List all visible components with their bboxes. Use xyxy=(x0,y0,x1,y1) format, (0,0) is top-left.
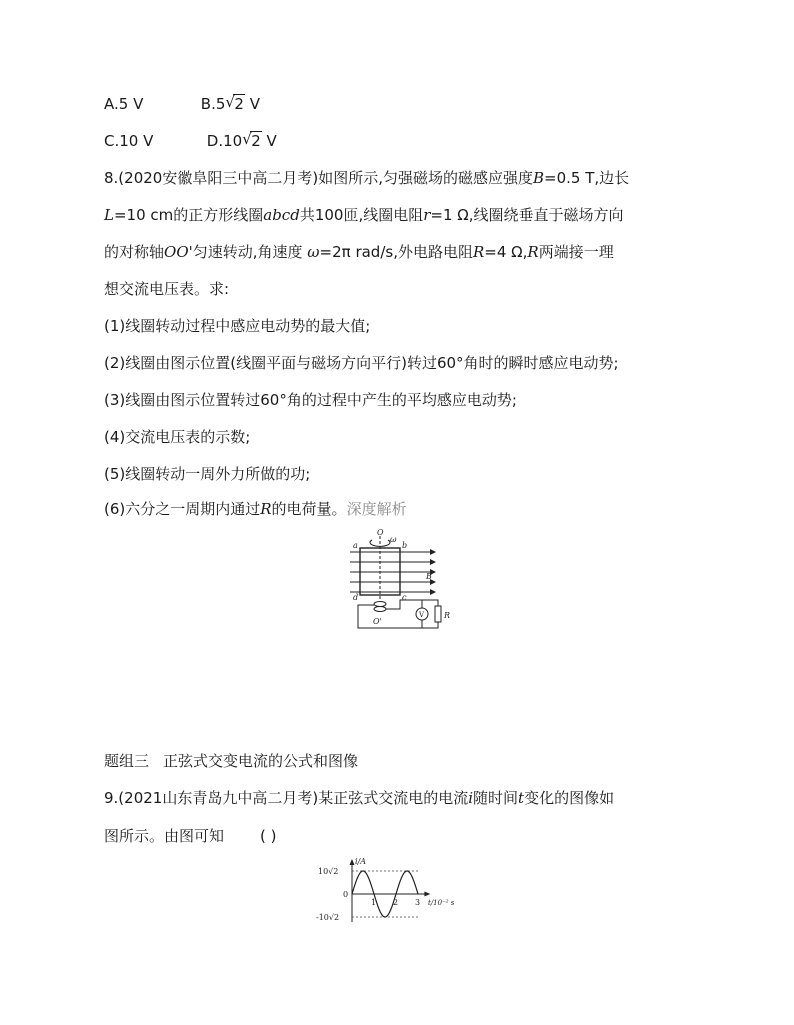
y-axis-arrow xyxy=(350,859,355,865)
data-point xyxy=(395,893,396,894)
x-axis-label: t/10⁻² s xyxy=(428,899,455,907)
arrow-head xyxy=(430,589,436,595)
current-time-chart xyxy=(316,856,480,926)
y-tick-label: 0 xyxy=(343,890,349,899)
coil-circuit-figure xyxy=(340,528,470,634)
data-point xyxy=(373,893,374,894)
resistor-symbol xyxy=(435,606,441,622)
q8-sub-6: (6)六分之一周期内通过R的电荷量。深度解析 xyxy=(104,500,407,518)
options-row-2 xyxy=(104,131,277,151)
option-c: C.10 V xyxy=(104,132,154,150)
option-b: B.5 √ 2 V xyxy=(200,93,260,113)
y-tick-label: -10√2 xyxy=(316,913,340,922)
answer-blank[interactable]: ( ) xyxy=(260,827,277,845)
x-tick-label: 2 xyxy=(393,898,399,907)
arrow-head xyxy=(430,559,436,565)
y-axis-label: i/A xyxy=(355,857,367,866)
label-o: O xyxy=(377,528,384,537)
label-voltmeter: V xyxy=(419,611,425,619)
data-point xyxy=(351,893,352,894)
label-field-b: B xyxy=(426,572,432,581)
label-r: R xyxy=(444,611,451,620)
data-point xyxy=(390,910,391,911)
label-c: c xyxy=(402,593,407,602)
q8-line-2: L=10 cm的正方形线圈abcd共100匝,线圈电阻r=1 Ω,线圈绕垂直于磁场方向 xyxy=(104,206,624,224)
label-o-prime: O' xyxy=(373,617,382,626)
data-point xyxy=(412,877,413,878)
data-point xyxy=(379,910,380,911)
q8-sub-5: (5)线圈转动一周外力所做的功; xyxy=(104,465,311,483)
q8-line-3: 的对称轴OO'匀速转动,角速度 ω=2π rad/s,外电路电阻R=4 Ω,R两端接一理 xyxy=(104,243,614,261)
label-d: d xyxy=(353,593,359,602)
section-heading xyxy=(104,750,358,771)
option-a: A.5 V xyxy=(104,95,144,113)
section-title: 题组三 xyxy=(104,752,150,770)
data-point xyxy=(384,916,385,917)
slip-ring xyxy=(374,607,386,612)
data-point xyxy=(357,877,358,878)
label-a: a xyxy=(353,541,358,550)
option-d: D.10 √ 2 V xyxy=(206,130,277,150)
section-subtitle: 正弦式交变电流的公式和图像 xyxy=(163,752,359,770)
q8-line-1: 8.(2020安徽阜阳三中高二月考)如图所示,匀强磁场的磁感应强度B=0.5 T,边长 xyxy=(104,169,630,187)
sqrt-symbol: √ 2 xyxy=(242,130,261,150)
x-tick-label: 1 xyxy=(371,898,377,907)
options-row-1 xyxy=(104,94,260,114)
q9-line-2: 图所示。由图可知 ( ) xyxy=(104,827,277,845)
data-point xyxy=(417,893,418,894)
q8-sub-2: (2)线圈由图示位置(线圈平面与磁场方向平行)转过60°角时的瞬时感应电动势; xyxy=(104,354,619,372)
label-b: b xyxy=(402,541,408,550)
q8-line-4: 想交流电压表。求: xyxy=(104,280,230,298)
y-tick-label: 10√2 xyxy=(318,867,339,876)
label-omega: ω xyxy=(390,535,397,544)
data-point xyxy=(368,877,369,878)
data-point xyxy=(401,877,402,878)
q8-sub-4: (4)交流电压表的示数; xyxy=(104,428,251,446)
circuit-wire xyxy=(386,600,438,614)
q8-sub-1: (1)线圈转动过程中感应电动势的最大值; xyxy=(104,317,371,335)
q8-sub-3: (3)线圈由图示位置转过60°角的过程中产生的平均感应电动势; xyxy=(104,391,517,409)
data-point xyxy=(362,870,363,871)
slip-ring xyxy=(374,602,386,607)
sqrt-symbol: √ 2 xyxy=(225,93,244,113)
x-axis-arrow xyxy=(424,892,430,897)
deep-analysis-tag: 深度解析 xyxy=(346,500,407,518)
data-point xyxy=(406,870,407,871)
arrow-head xyxy=(430,549,436,555)
q9-line-1: 9.(2021山东青岛九中高二月考)某正弦式交流电的电流i随时间t变化的图像如 xyxy=(104,789,615,807)
x-tick-label: 3 xyxy=(415,898,421,907)
